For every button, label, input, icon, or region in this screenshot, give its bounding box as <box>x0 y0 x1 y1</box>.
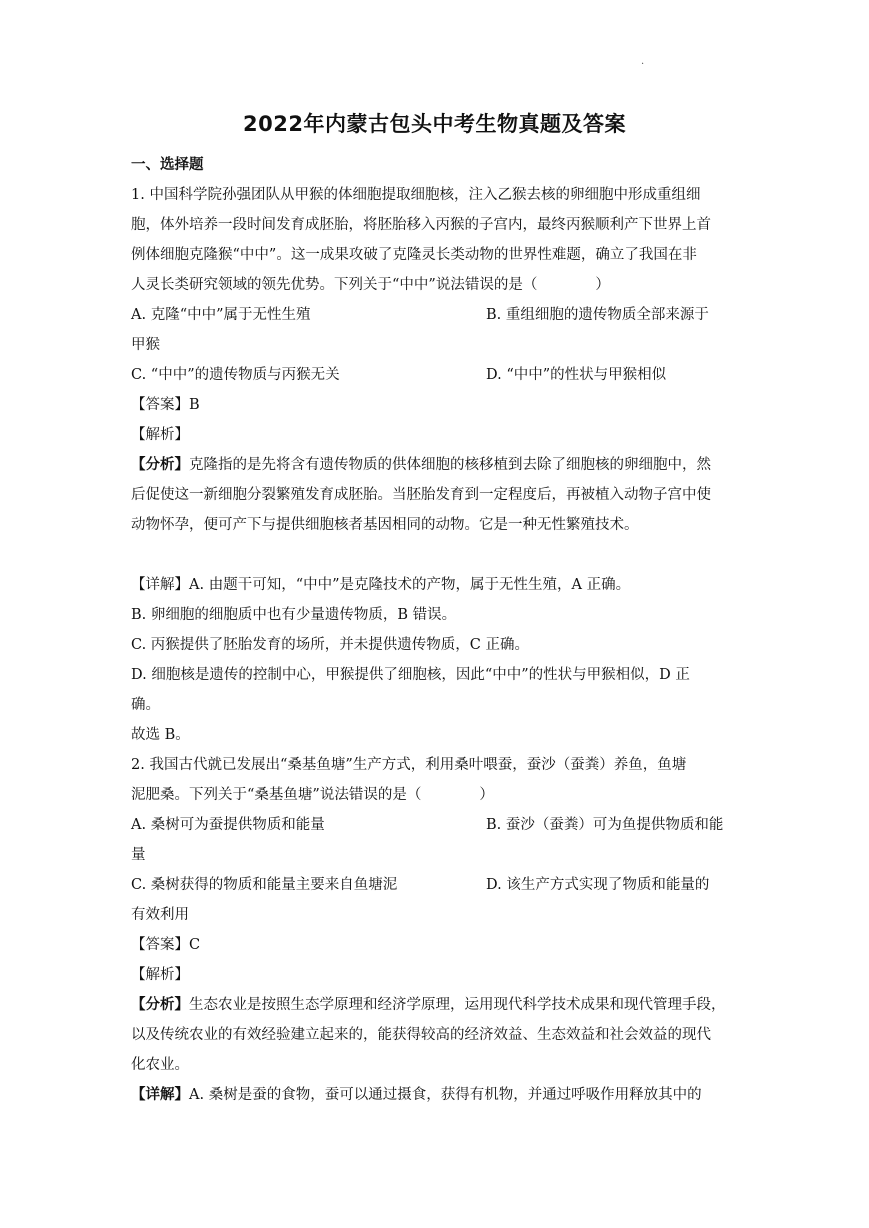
q1-options-row-2 <box>131 360 741 390</box>
q1-xiangjie-text: A. 由题干可知，“中中”是克隆技术的产物，属于无性生殖，A 正确。 <box>189 577 631 593</box>
q2-option-b-continued: 量 <box>131 847 146 863</box>
q2-fenxi-line: 化农业。 <box>131 1057 189 1073</box>
section-heading: 一、选择题 <box>131 157 204 173</box>
q1-option-d: D. “中中”的性状与甲猴相似 <box>486 367 667 383</box>
q2-fenxi-text: 生态农业是按照生态学原理和经济学原理，运用现代科学技术成果和现代管理手段， <box>189 997 726 1013</box>
q1-xiangjie-tag: 【详解】 <box>131 577 189 593</box>
q1-stem-line: 1. 中国科学院孙强团队从甲猴的体细胞提取细胞核，注入乙猴去核的卵细胞中形成重组细 <box>131 187 701 203</box>
q1-stem-line: 胞，体外培养一段时间发育成胚胎，将胚胎移入丙猴的子宫内，最终丙猴顺利产下世界上首 <box>131 217 711 233</box>
q1-fenxi-line-1 <box>131 450 741 480</box>
q2-fenxi-line-1 <box>131 990 741 1020</box>
q1-stem-line: 例体细胞克隆猴“中中”。这一成果攻破了克隆灵长类动物的世界性难题，确立了我国在非 <box>131 247 697 263</box>
page-title: 2022年内蒙古包头中考生物真题及答案 <box>243 112 626 136</box>
q1-option-b-continued: 甲猴 <box>131 337 160 353</box>
q1-options-row-1 <box>131 300 741 330</box>
q2-fenxi-line: 以及传统农业的有效经验建立起来的，能获得较高的经济效益、生态效益和社会效益的现代 <box>131 1027 711 1043</box>
q2-options-row-1 <box>131 810 741 840</box>
q2-analysis-label: 【解析】 <box>131 967 189 983</box>
q1-xiangjie-line-1 <box>131 570 741 600</box>
header-dot: . <box>641 56 645 67</box>
q2-xiangjie-line-1 <box>131 1080 741 1110</box>
q1-fenxi-line: 动物怀孕，便可产下与提供细胞核者基因相同的动物。它是一种无性繁殖技术。 <box>131 517 639 533</box>
q1-detail-line: C. 丙猴提供了胚胎发育的场所，并未提供遗传物质，C 正确。 <box>131 637 529 653</box>
q2-option-d: D. 该生产方式实现了物质和能量的 <box>486 877 710 893</box>
q2-option-a: A. 桑树可为蚕提供物质和能量 <box>131 817 325 833</box>
q1-detail-line: 确。 <box>131 697 160 713</box>
q2-stem-line: 泥肥桑。下列关于“桑基鱼塘”说法错误的是（ ） <box>131 787 494 803</box>
blank-line <box>131 540 741 570</box>
question-2 <box>131 750 741 1110</box>
q1-option-b: B. 重组细胞的遗传物质全部来源于 <box>486 307 709 323</box>
q2-options-row-2 <box>131 870 741 900</box>
q2-option-c: C. 桑树获得的物质和能量主要来自鱼塘泥 <box>131 877 398 893</box>
q1-detail-line: B. 卵细胞的细胞质中也有少量遗传物质，B 错误。 <box>131 607 457 623</box>
q2-fenxi-tag: 【分析】 <box>131 997 189 1013</box>
q2-xiangjie-text: A. 桑树是蚕的食物，蚕可以通过摄食，获得有机物，并通过呼吸作用释放其中的 <box>189 1087 702 1103</box>
document-body <box>131 150 741 1110</box>
q1-detail-line: D. 细胞核是遗传的控制中心，甲猴提供了细胞核，因此“中中”的性状与甲猴相似，D 正 <box>131 667 690 683</box>
q2-xiangjie-tag: 【详解】 <box>131 1087 189 1103</box>
q1-answer: 【答案】B <box>131 397 200 413</box>
q2-answer: 【答案】C <box>131 937 201 953</box>
q1-option-c: C. “中中”的遗传物质与丙猴无关 <box>131 367 340 383</box>
q2-option-d-continued: 有效利用 <box>131 907 189 923</box>
q1-fenxi-tag: 【分析】 <box>131 457 189 473</box>
q1-stem-line: 人灵长类研究领域的领先优势。下列关于“中中”说法错误的是（ ） <box>131 277 610 293</box>
q1-detail-line: 故选 B。 <box>131 727 190 743</box>
q1-fenxi-text: 克隆指的是先将含有遗传物质的供体细胞的核移植到去除了细胞核的卵细胞中，然 <box>189 457 711 473</box>
question-1 <box>131 180 741 750</box>
q1-option-a: A. 克隆“中中”属于无性生殖 <box>131 307 311 323</box>
q2-option-b: B. 蚕沙（蚕粪）可为鱼提供物质和能 <box>486 817 724 833</box>
q1-fenxi-line: 后促使这一新细胞分裂繁殖发育成胚胎。当胚胎发育到一定程度后，再被植入动物子宫中使 <box>131 487 711 503</box>
q1-analysis-label: 【解析】 <box>131 427 189 443</box>
q2-stem-line: 2. 我国古代就已发展出“桑基鱼塘”生产方式，利用桑叶喂蚕，蚕沙（蚕粪）养鱼，鱼塘 <box>131 757 687 773</box>
